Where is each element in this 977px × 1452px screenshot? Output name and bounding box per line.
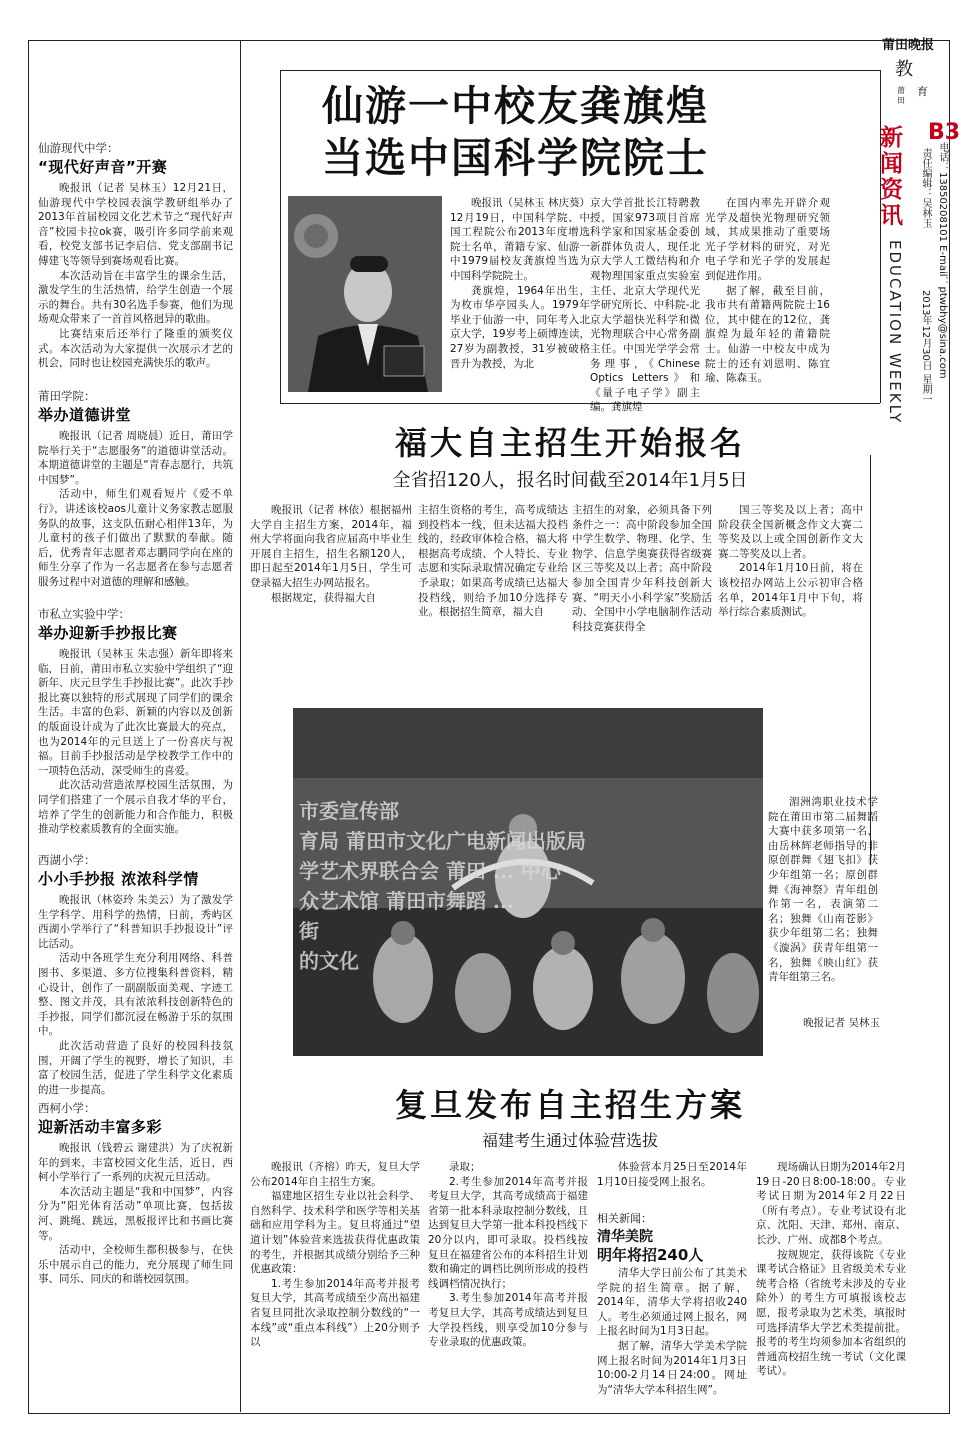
brief-kicker: 西湖小学： xyxy=(38,853,96,867)
brief-paragraph: 晚报讯（钱碧云 谢建洪）为了庆祝新年的到来，丰富校园文化生活，近日，西柯小学举行了一系列的庆祝元旦活动。 xyxy=(38,1142,233,1184)
issue-date: 2013年12月30日 星期一 xyxy=(920,290,931,405)
related-news-label: 相关新闻： xyxy=(597,1212,652,1225)
page-code: B3 xyxy=(928,120,961,145)
photo-caption: 湄洲湾职业技术学院在莆田市第二届舞蹈大赛中获多项第一名，由岳林辉老师指导的非原创群舞《翅飞扣》获少年组第一名；原创群舞《海神祭》青年组创作第一名，表演第二名；独舞《山南苍影》获少年组第二名；独舞《漩涡》获青年组第一名，独舞《映山红》获青年组第三名。 xyxy=(768,796,878,984)
photo-credit: 晚报记者 吴林玉 xyxy=(803,1017,880,1029)
editor-info: 责任编辑：吴林玉 xyxy=(920,148,931,228)
brief-2 xyxy=(38,388,233,590)
text-paragraph: 2.考生参加2014年高考并报考复旦大学，其高考成绩高于福建省第一批本科录取控制分数线，且达到复旦大学第一批本科投档线下20分以内，即可录取。投档线按复旦在福建省公布的本科招生计划数和确定的调档比例所形成的投档线调档情况执行； xyxy=(428,1175,588,1290)
backdrop-line: 的文化 xyxy=(299,949,359,973)
backdrop-line: 学艺术界联合会 莆田 ... 中心 xyxy=(299,859,561,883)
fudan-column-3: 体验营本月25日至2014年1月10日接受网上报名。 xyxy=(597,1161,747,1188)
seal-char-1: 教 xyxy=(895,59,913,80)
text-paragraph: 据了解，截至目前，我市共有莆籍两院院士16位，其中健在的12位，龚旗煌为最年轻的莆籍院士。仙游一中校友中成为院士的还有刘恩明、陈宜瑜、陈森玉。 xyxy=(705,284,830,385)
brief-paragraph: 晚报讯（记者 周晓晨）近日，莆田学院举行关于“志愿服务”的道德讲堂活动。本期道德讲堂的主题是“青春志愿行，共筑中国梦”。 xyxy=(38,430,233,486)
lead-column-1 xyxy=(450,196,590,392)
contact-info: 电话：13850208101 E-mail：ptwbhy@sina.com xyxy=(937,142,948,379)
text-paragraph: 晚报讯（齐榕）昨天，复旦大学公布2014年自主招生方案。 xyxy=(250,1161,420,1188)
text-paragraph: 在国内率先开辟介观光学及超快光物理研究领域，其成果推动了重要场光子学材料的研究，对光电子学和光子学的发展起到促进作用。 xyxy=(705,197,830,282)
lead-box-right xyxy=(880,70,881,403)
related-news-title: 明年将招240人 xyxy=(597,1246,704,1264)
brief-paragraph: 晚报讯（吴林玉 朱志强）新年即将来临，日前，莆田市私立实验中学组织了“迎新年、庆元旦学生手抄报比赛”。此次手抄报比赛以独特的形式展现了同学们的课余生活。丰富的色彩、新颖的内容以及创新的版面设计成为了此次比赛最大的亮点，也为2014年的元旦送上了一份喜庆与祝福。目前手抄报活动是学校教学工作中的一项特色活动，深受师生的喜爱。 xyxy=(38,648,233,777)
newspaper-logo: 莆田晚报 xyxy=(881,38,934,53)
brief-paragraph: 此次活动营造浓厚校园生活氛围，为同学们搭建了一个展示自我才华的平台，培养了学生的创新能力和合作能力，积极推动学校素质教育的全面实施。 xyxy=(38,779,233,836)
text-paragraph: 按规规定，获得该院《专业课考试合格证》且省级美术专业统考合格（省统考未涉及的专业除外）的考生方可填报该校志愿，报考录取为艺术类，填报时可选择清华大学艺术类提前批。报考的考生均须参加本省组织的普通高校招生统一考试（文化课考试）。 xyxy=(756,1248,906,1378)
fudan-column-2 xyxy=(428,1160,588,1400)
section-title: 新闻资讯 xyxy=(876,125,902,229)
lead-headline-line-1: 仙游一中校友龚旗煌 xyxy=(322,82,709,130)
text-paragraph: 现场确认日期为2014年2月19日-20日8:00-18:00。专业考试日期为2014年2月22日（所有考点）。专业考试设有北京、沈阳、天津、郑州、南京、长沙、广州、成都8个考点。 xyxy=(756,1161,906,1246)
brief-kicker: 西柯小学： xyxy=(38,1101,96,1115)
fuda-subheadline: 全省招120人，报名时间截至2014年1月5日 xyxy=(392,470,748,491)
text-paragraph: 清华大学日前公布了其美术学院的招生简章。据了解，2014年，清华大学将招收240人。考生必须通过网上报名，网上报名时间为1月3日起。 xyxy=(597,1267,747,1338)
brief-paragraph: 活动中各班学生充分利用网络、科普图书、多渠道、多方位搜集科普资料，精心设计，创作了一副副版面美观、字迹工整、图文并茂，具有浓浓科技创新特色的手抄报，同学们都沉浸在畅游于乐的氛围中。 xyxy=(38,952,233,1038)
portrait-illustration xyxy=(288,196,442,392)
brief-title: “现代好声音”开赛 xyxy=(38,158,168,176)
brief-paragraph: 活动中，全校师生都积极参与，在快乐中展示自己的能力，充分展现了师生同事、同乐、同庆的和谐校园氛围。 xyxy=(38,1244,233,1286)
backdrop-line: 众艺术馆 莆田市舞蹈 ... xyxy=(299,889,514,913)
backdrop-line: 育局 莆田市文化广电新闻出版局 xyxy=(299,829,586,853)
backdrop-line: 市委宣传部 xyxy=(299,799,399,823)
backdrop-line: 街 xyxy=(299,919,319,943)
fudan-column-1 xyxy=(250,1160,420,1400)
section-subtitle-en: EDUCATION WEEKLY xyxy=(886,240,904,425)
brief-kicker: 市私立实验中学： xyxy=(38,607,130,621)
dance-performance-photo xyxy=(293,708,763,1056)
brief-title: 举办道德讲堂 xyxy=(38,406,132,424)
brief-title: 举办迎新手抄报比赛 xyxy=(38,624,178,642)
fuda-column-3: 主招生的对象，必须具备下列条件之一：高中阶段参加全国中学生数学、物理、化学、生物学、信息学奥赛获得省级赛区三等奖及以上者；高中阶段参加全国青少年科技创新大赛、“明天小小科学家”奖励活动、全国中小学电脑制作活动科技竞赛获得全 xyxy=(572,504,712,633)
seal-char-2: 育 xyxy=(917,85,928,98)
lead-box-top xyxy=(280,70,880,71)
lead-column-2: 京大学首批长江特聘教授，国家973项目首席科学家和国家基金委创新群体负责人，现任北京大学人工微结构和介观物理国家重点实验室主任、北京大学现代光学研究所长、中科院-北京大学超快光科学和微光物理联合中心常务副主任。中国光学学会常务理事，《Chinese Optics Letters》和《量子电子学》副主编。龚旗煌 xyxy=(590,197,700,414)
portrait-photo xyxy=(288,196,442,392)
fuda-headline: 福大自主招生开始报名 xyxy=(394,424,745,462)
sidebar-divider xyxy=(240,40,241,1412)
fudan-subheadline: 福建考生通过体验营选拔 xyxy=(481,1131,658,1150)
brief-5 xyxy=(38,1100,233,1287)
text-paragraph: 龚旗煌，1964年出生，为枚市华亭园头人。1979年毕业于仙游一中，同年考入北京大学，19岁考上硕博连读，27岁为副教授，31岁被破格晋升为教授，为北 xyxy=(450,284,590,370)
text-paragraph: 据了解，清华大学美术学院网上报名时间为2014年1月3日10:00-2月14日24:00。网址为“清华大学本科招生网”。 xyxy=(597,1339,747,1396)
brief-paragraph: 本次活动主题是“我和中国梦”，内容分为“阳光体育活动”单项比赛，包括拔河、跳绳、跳远，黑板报评比和书画比赛等。 xyxy=(38,1185,233,1242)
seal-char-4: 田 xyxy=(897,96,905,105)
brief-title: 迎新活动丰富多彩 xyxy=(38,1118,163,1136)
text-paragraph: 2014年1月10日前，将在该校招办网站上公示初审合格名单，2014年1月中下旬，将举行综合素质测试。 xyxy=(718,562,863,619)
lead-box-bottom xyxy=(280,403,880,404)
brief-kicker: 仙游现代中学： xyxy=(38,141,119,155)
related-news-body xyxy=(597,1266,747,1400)
text-paragraph: 晚报讯（记者 林依）根据福州大学自主招生方案，2014年，福州大学将面向我省应届高中毕业生开展自主招生，招生名额120人，即日起至2014年1月5日，学生可登录福大招生办网站报名。 xyxy=(250,504,412,589)
brief-4 xyxy=(38,852,233,1097)
lead-headline-line-2: 当选中国科学院院士 xyxy=(322,134,709,182)
brief-paragraph: 比赛结束后还举行了隆重的颁奖仪式。本次活动为大家提供一次展示才艺的机会，同时也让校园充满快乐的歌声。 xyxy=(38,327,233,370)
lead-column-3 xyxy=(705,196,830,392)
brief-1 xyxy=(38,140,233,371)
brief-paragraph: 活动中，师生们观看短片《爱不单行》，讲述该校aos儿童计义务家教志愿服务队的故事，这支队伍耐心相伴13年，为儿童村的孩子们做出了默默的奉献。随后，优秀青年志愿者邓志鹏同学向在座的师生分享了作为一名志愿者在参与志愿者服务过程中对道德的理解和感触。 xyxy=(38,488,233,588)
text-paragraph: 根据规定，获得福大自 xyxy=(271,591,376,604)
brief-paragraph: 晚报讯（记者 吴林玉）12月21日，仙游现代中学校园表演学教研组举办了2013年首届校园文化艺术节之“现代好声音”校园卡拉ok赛，吸引许多同学前来观看，校党支部书记李启信、党支部副书记傅建飞等领导到赛场观看比赛。 xyxy=(38,182,233,267)
brief-paragraph: 此次活动营造了良好的校园科技氛围，开阔了学生的视野，增长了知识，丰富了校园生活，促进了学生科学文化素质的进一步提高。 xyxy=(38,1039,233,1096)
text-paragraph: 1.考生参加2014年高考并报考复旦大学，其高考成绩至少高出福建省复旦同批次录取控制分数线的“一本线”或“重点本科线”）上20分则予以 xyxy=(250,1277,420,1349)
related-news-kicker: 清华美院 xyxy=(597,1229,653,1245)
lead-box-left xyxy=(280,70,281,403)
text-paragraph: 晚报讯（吴林玉 林庆葵）12月19日，中国科学院、中国工程院公布2013年度增选院士名单，莆籍专家、仙游一中1979届校友龚旗煌当选为中国科学院院士。 xyxy=(450,197,590,282)
fuda-column-2: 主招生资格的考生，高考成绩达到投档本一线，但未达福大投档线的，经政审体检合格，福大将根据高考成绩、个人特长、专业志愿和实际录取情况确定专业给予录取；如果高考成绩已达福大投档线，则给予加10分选择专业。根据招生简章，福大自 xyxy=(418,504,568,619)
text-paragraph: 3.考生参加2014年高考并报考复旦大学，其高考成绩达到复旦大学投档线，则享受加10分参与专业录取的优惠政策。 xyxy=(428,1292,588,1349)
text-paragraph: 福建地区招生专业以社会科学、自然科学、技术科学和医学等相关基础和应用学科为主。复旦将通过“望道计划”体验营来选拔获得优惠政策的考生，并根据其成绩分别给予三种优惠政策： xyxy=(250,1190,420,1276)
brief-title: 小小手抄报 浓浓科学情 xyxy=(38,870,199,888)
backdrop-banner xyxy=(299,796,759,976)
fuda-column-4 xyxy=(718,503,863,648)
brief-3 xyxy=(38,606,233,837)
fudan-column-4 xyxy=(756,1160,906,1400)
brief-paragraph: 晚报讯（林姿玲 朱美云）为了激发学生学科学、用科学的热情，日前，秀屿区西湖小学举行了“科普知识手抄报设计”评比活动。 xyxy=(38,894,233,950)
fuda-column-1 xyxy=(250,503,412,648)
brief-kicker: 莆田学院： xyxy=(38,389,96,403)
text-paragraph: 国三等奖及以上者；高中阶段获全国新概念作文大赛二等奖及以上或全国创新作文大赛二等奖及以上者。 xyxy=(718,504,863,560)
fudan-headline: 复旦发布自主招生方案 xyxy=(394,1086,745,1124)
brief-paragraph: 本次活动旨在丰富学生的课余生活，激发学生的生活热情，给学生创造一个展示的舞台。共有30名选手参赛，他们为现场观众带来了一首首风格迥异的歌曲。 xyxy=(38,269,233,326)
education-seal xyxy=(895,55,945,105)
text-paragraph: 录取； xyxy=(449,1161,481,1173)
seal-char-3: 莆 xyxy=(897,86,905,95)
